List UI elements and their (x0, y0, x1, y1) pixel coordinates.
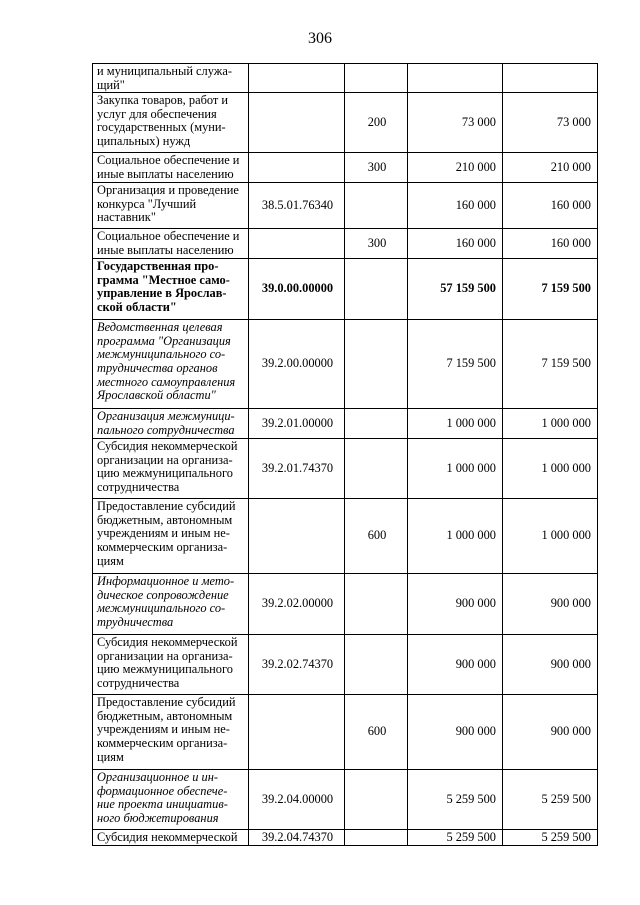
cell-target-code (249, 64, 345, 93)
cell-amount-2: 7 159 500 (503, 320, 598, 409)
cell-name: Государственная про- грамма "Местное само- управление в Ярослав- ской области" (93, 259, 249, 320)
cell-name: Социальное обеспечение и иные выплаты населению (93, 229, 249, 259)
cell-name: Информационное и мето- дическое сопровождение межмуниципального со- трудничества (93, 574, 249, 635)
cell-amount-2: 900 000 (503, 574, 598, 635)
cell-expense-type (345, 409, 408, 439)
cell-target-code: 39.2.04.00000 (249, 770, 345, 830)
table-row (93, 153, 598, 183)
table-row (93, 229, 598, 259)
table-row (93, 635, 598, 695)
cell-expense-type (345, 574, 408, 635)
cell-name: Субсидия некоммерческой организации на организа- цию межмуниципального сотрудничества (93, 439, 249, 499)
cell-target-code (249, 499, 345, 574)
cell-amount-1 (408, 64, 503, 93)
cell-amount-2: 160 000 (503, 229, 598, 259)
cell-amount-2: 1 000 000 (503, 499, 598, 574)
table-row (93, 499, 598, 574)
cell-amount-1: 7 159 500 (408, 320, 503, 409)
cell-expense-type (345, 320, 408, 409)
cell-amount-2: 7 159 500 (503, 259, 598, 320)
cell-amount-1: 160 000 (408, 183, 503, 229)
cell-expense-type (345, 830, 408, 846)
table-row (93, 409, 598, 439)
cell-amount-1: 1 000 000 (408, 439, 503, 499)
cell-name: Социальное обеспечение и иные выплаты населению (93, 153, 249, 183)
page-number: 306 (308, 30, 332, 47)
cell-target-code (249, 93, 345, 153)
cell-expense-type (345, 259, 408, 320)
cell-expense-type: 300 (345, 229, 408, 259)
cell-amount-2: 160 000 (503, 183, 598, 229)
cell-name: Закупка товаров, работ и услуг для обеспечения государственных (муни- ципальных) нужд (93, 93, 249, 153)
cell-amount-1: 1 000 000 (408, 409, 503, 439)
budget-table (92, 63, 598, 846)
cell-name: Субсидия некоммерческой (93, 830, 249, 846)
cell-amount-2: 900 000 (503, 635, 598, 695)
cell-amount-1: 900 000 (408, 635, 503, 695)
cell-target-code (249, 695, 345, 770)
cell-name: Субсидия некоммерческой организации на организа- цию межмуниципального сотрудничества (93, 635, 249, 695)
cell-amount-2: 1 000 000 (503, 439, 598, 499)
cell-expense-type: 300 (345, 153, 408, 183)
cell-target-code: 39.2.02.74370 (249, 635, 345, 695)
cell-amount-2: 5 259 500 (503, 770, 598, 830)
cell-amount-1: 900 000 (408, 574, 503, 635)
cell-name: Предоставление субсидий бюджетным, автономным учреждениям и иным не- коммерческим организа- циям (93, 695, 249, 770)
cell-target-code: 39.2.02.00000 (249, 574, 345, 635)
cell-expense-type (345, 64, 408, 93)
table-row (93, 320, 598, 409)
cell-amount-1: 900 000 (408, 695, 503, 770)
cell-amount-2: 210 000 (503, 153, 598, 183)
cell-amount-1: 73 000 (408, 93, 503, 153)
cell-expense-type: 600 (345, 695, 408, 770)
cell-target-code: 39.2.01.00000 (249, 409, 345, 439)
cell-amount-2: 900 000 (503, 695, 598, 770)
cell-expense-type (345, 635, 408, 695)
cell-name: Организация межмуници- пального сотрудничества (93, 409, 249, 439)
cell-amount-1: 160 000 (408, 229, 503, 259)
table-row (93, 695, 598, 770)
table-row (93, 183, 598, 229)
cell-amount-2 (503, 64, 598, 93)
cell-name: Ведомственная целевая программа "Организация межмуниципального со- трудничества органов местного самоуправления Ярославской области" (93, 320, 249, 409)
cell-name: и муниципальный служа- щий" (93, 64, 249, 93)
table-row (93, 770, 598, 830)
cell-target-code (249, 153, 345, 183)
cell-target-code: 38.5.01.76340 (249, 183, 345, 229)
cell-name: Организационное и ин- формационное обеспече- ние проекта инициатив- ного бюджетирования (93, 770, 249, 830)
cell-expense-type (345, 439, 408, 499)
cell-name: Предоставление субсидий бюджетным, автономным учреждениям и иным не- коммерческим организа- циям (93, 499, 249, 574)
table-row (93, 259, 598, 320)
cell-amount-2: 73 000 (503, 93, 598, 153)
cell-target-code: 39.2.04.74370 (249, 830, 345, 846)
cell-expense-type (345, 770, 408, 830)
table-row (93, 93, 598, 153)
cell-expense-type: 200 (345, 93, 408, 153)
cell-target-code: 39.2.01.74370 (249, 439, 345, 499)
cell-target-code (249, 229, 345, 259)
cell-target-code: 39.0.00.00000 (249, 259, 345, 320)
table-row (93, 439, 598, 499)
cell-amount-1: 5 259 500 (408, 830, 503, 846)
cell-amount-2: 5 259 500 (503, 830, 598, 846)
cell-amount-1: 5 259 500 (408, 770, 503, 830)
table-row (93, 574, 598, 635)
cell-amount-1: 210 000 (408, 153, 503, 183)
cell-expense-type: 600 (345, 499, 408, 574)
cell-expense-type (345, 183, 408, 229)
cell-amount-1: 57 159 500 (408, 259, 503, 320)
cell-name: Организация и проведение конкурса "Лучший наставник" (93, 183, 249, 229)
cell-amount-2: 1 000 000 (503, 409, 598, 439)
table-row (93, 830, 598, 846)
table-row (93, 64, 598, 93)
cell-amount-1: 1 000 000 (408, 499, 503, 574)
cell-target-code: 39.2.00.00000 (249, 320, 345, 409)
